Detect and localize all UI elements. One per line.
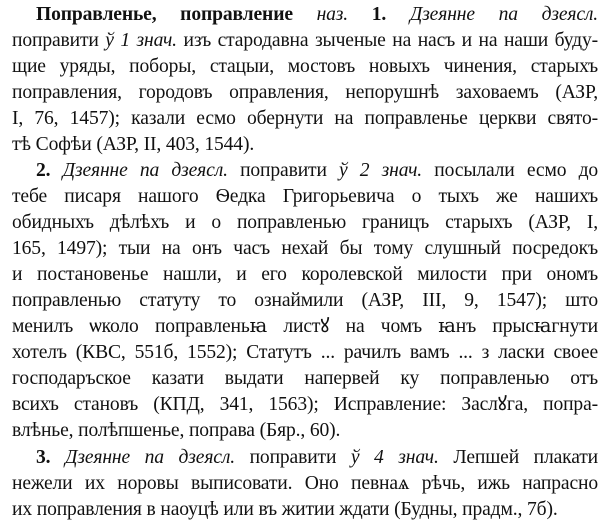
citation-line: и постановенье нашли, и его королевской милости при ономъ — [12, 264, 598, 285]
citation-text: Лепшей плакати — [453, 447, 599, 468]
sense-ref-word: поправити — [12, 30, 99, 51]
sense-ref-word: поправити — [240, 160, 327, 181]
citation-line: менилъ ѡколо поправленьꙗ листꙋ на чомъ ꙗнъ прысꙗгнути — [12, 316, 598, 337]
citation-line: хотелъ (КВС, 551б, 1552); Статутъ ... рачилъ вамъ ... з ласки своее — [12, 342, 598, 363]
citation-text: посылали есмо до — [434, 160, 599, 181]
citation-line: 165, 1497); тыи на онъ часъ нехай бы тому слушный посредокъ — [12, 238, 598, 259]
sense-number: 3. — [36, 447, 51, 468]
citation-text: изъ стародавна зыченые на насъ и на наши будy- — [183, 30, 598, 51]
citation-line: поправленью статуту то ознаймили (АЗР, III, 9, 1547); што — [12, 290, 598, 311]
sense-gloss: Дзеянне па дзеясл. — [409, 4, 599, 25]
sense-ref-meaning: ў 4 знач. — [350, 447, 439, 468]
citation-line: их поправления в наоуцѣ или въ житии ждати (Будны, прадм., 7б). — [12, 499, 558, 520]
sense-number: 1. — [371, 4, 387, 25]
citation-line: всихъ становъ (КПД, 341, 1563); Исправление: Заслꙋга, попра- — [12, 394, 598, 415]
citation-line: господаръское казати выдати напервей ку поправленью отъ — [12, 368, 598, 389]
sense-ref-word: поправити — [249, 447, 337, 468]
sense-ref-meaning: ў 1 знач. — [105, 30, 177, 51]
sense-number: 2. — [36, 160, 51, 181]
citation-line: влѣнье, полѣпшенье, поправа (Бяр., 60). — [12, 420, 341, 441]
citation-line: тѣ Софѣи (АЗР, II, 403, 1544). — [12, 134, 255, 155]
entry-line — [12, 28, 598, 54]
citation-line: тебе писаря нашого Ѳедка Григорьевича о тыхъ же нашихъ — [12, 186, 598, 207]
sense-ref-meaning: ў 2 знач. — [339, 160, 423, 181]
citation-line: щие уряды, поборы, стацыи, мостовъ новыхъ чинения, старыхъ — [12, 56, 598, 77]
entry-line — [36, 2, 598, 28]
citation-line: обидныхъ дѣлѣхъ и о поправленью границъ старыхъ (АЗР, I, — [12, 212, 598, 233]
sense-gloss: Дзеянне па дзеясл. — [65, 447, 235, 468]
sense-gloss: Дзеянне па дзеясл. — [62, 160, 228, 181]
entry-line — [36, 158, 598, 184]
headword: Поправленье, поправление — [36, 4, 293, 25]
citation-line: поправления, городовъ оправления, непорушнѣ заховаемъ (АЗР, — [12, 82, 598, 103]
entry-line — [36, 445, 598, 471]
citation-line: I, 76, 1457); казали есмо обернути на поправленье церкви свято- — [12, 108, 598, 129]
citation-line: нежели их норовы выписовати. Оно певнаѧ рѣчь, ижь напрасно — [12, 473, 598, 494]
part-of-speech: наз. — [316, 4, 349, 25]
